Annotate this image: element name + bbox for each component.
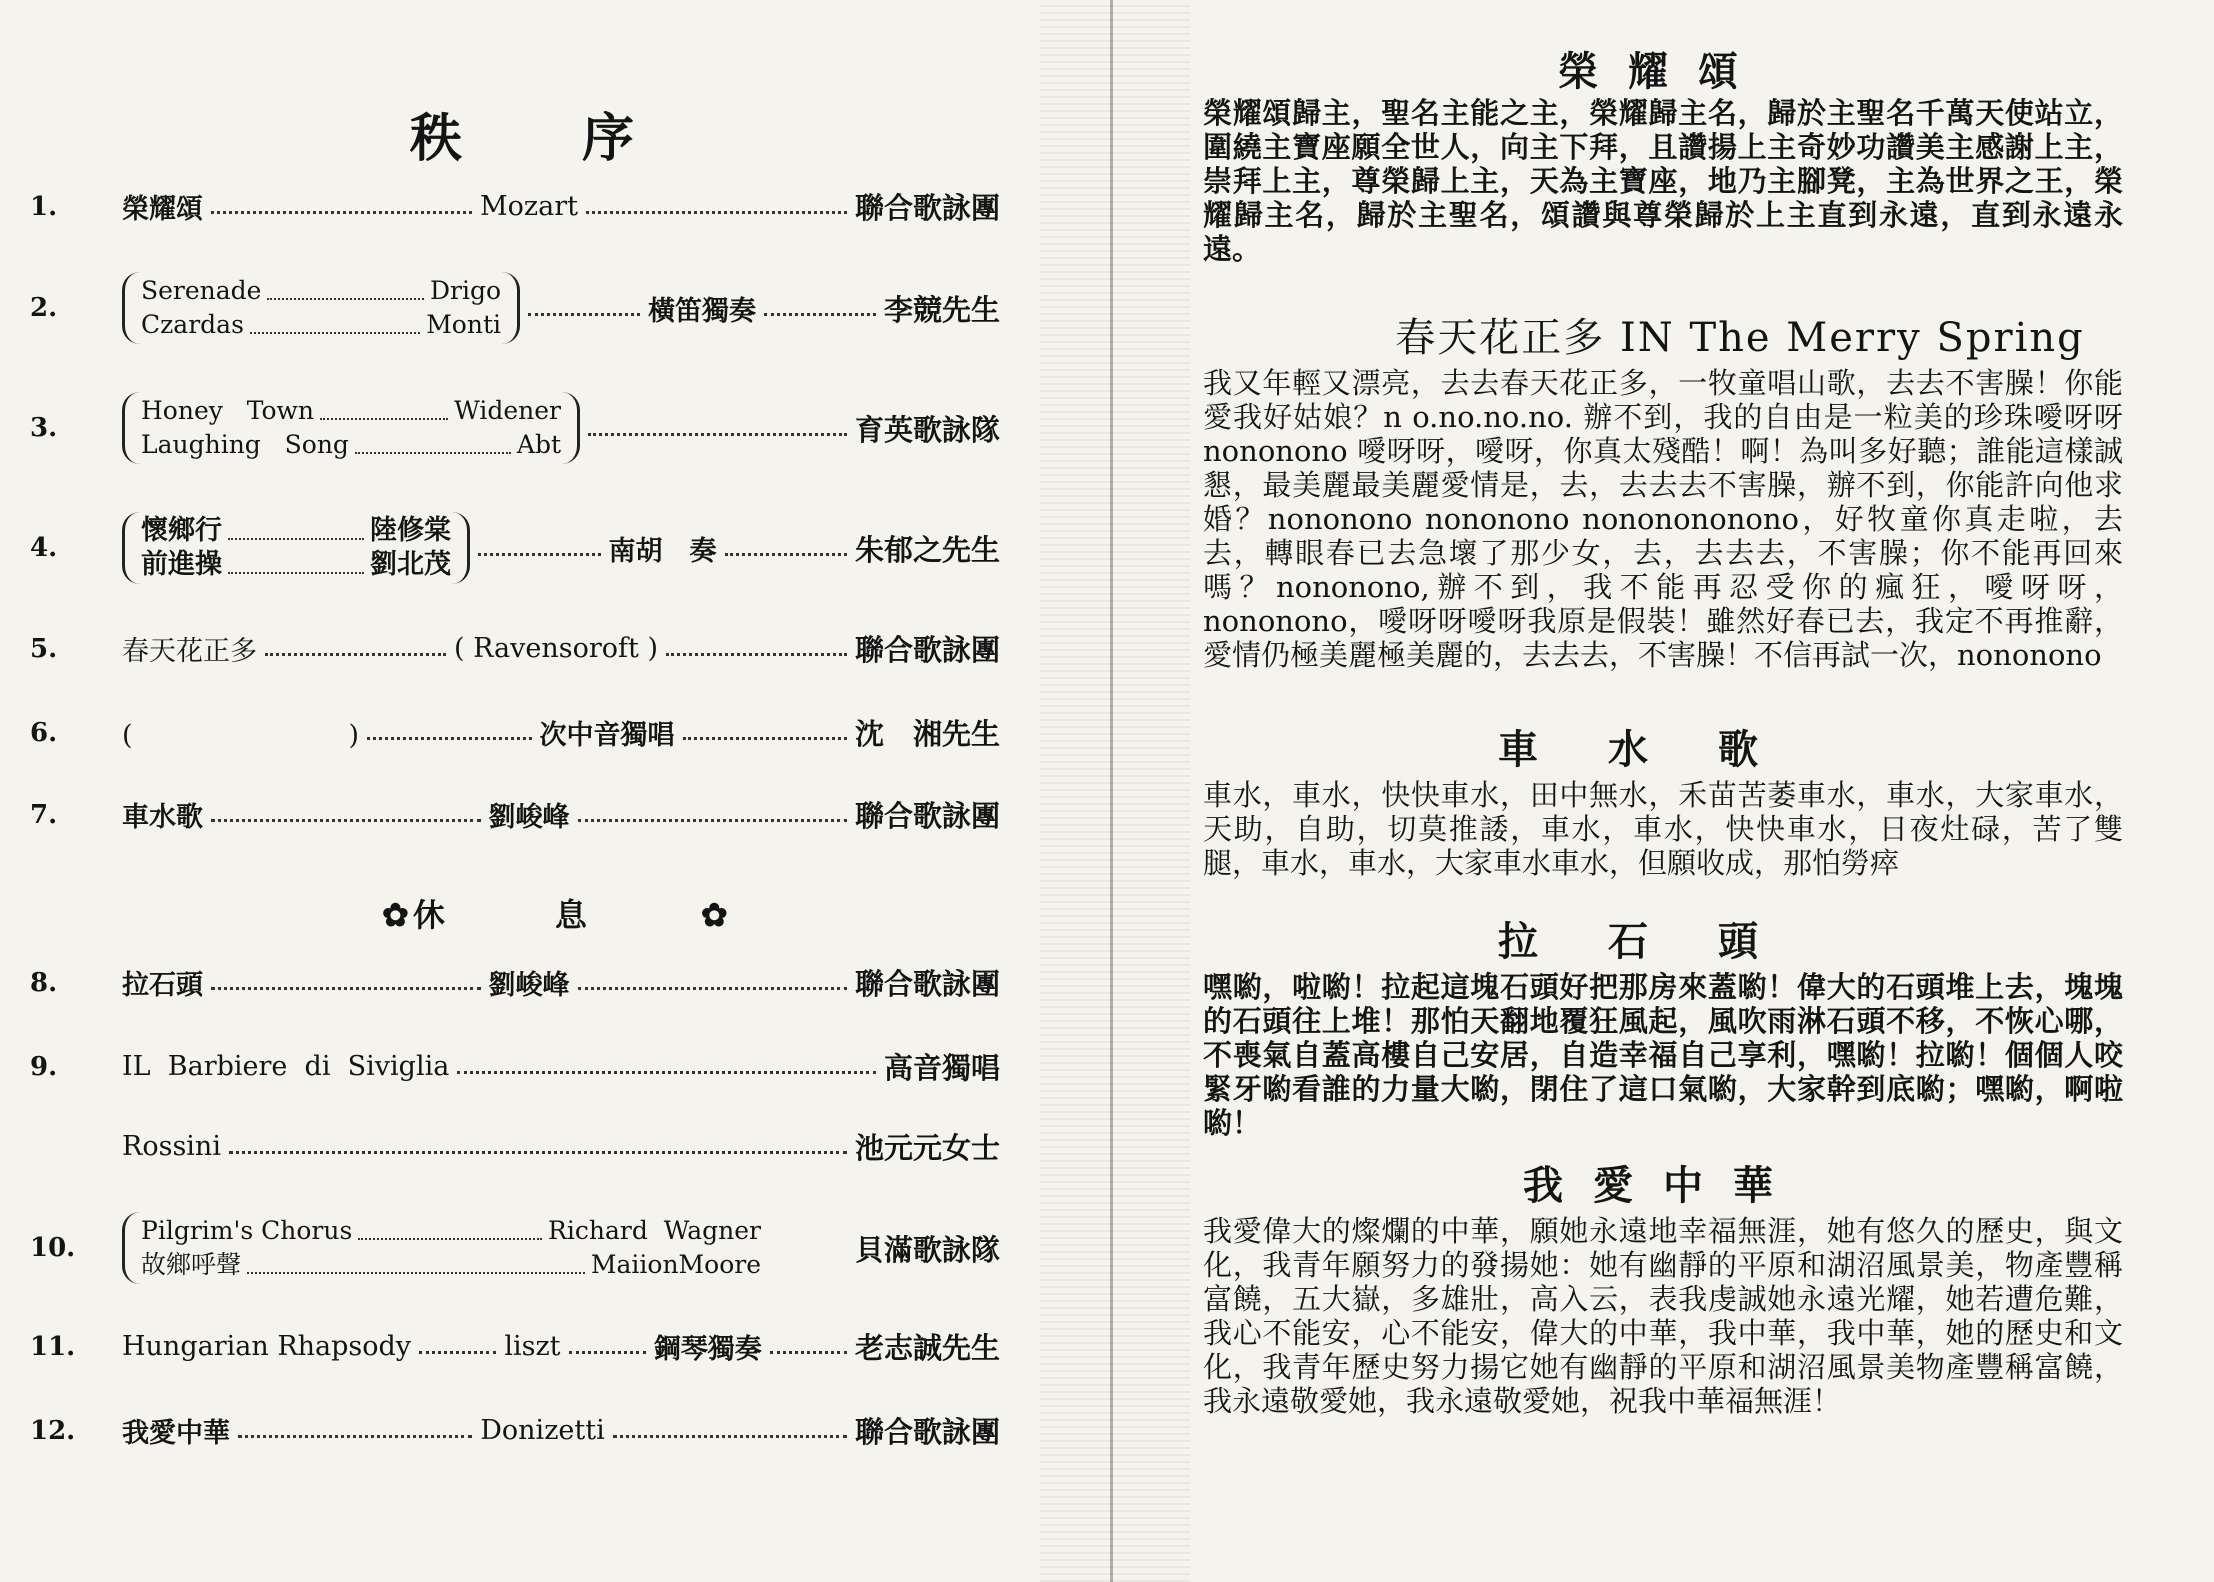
work-pair xyxy=(122,392,580,464)
item-number: 9. xyxy=(30,1051,58,1082)
dot-leader xyxy=(358,1206,542,1240)
item-number: 10. xyxy=(30,1233,76,1263)
composer: Monti xyxy=(426,310,501,339)
composer: liszt xyxy=(504,1331,561,1362)
dot-leader xyxy=(228,506,364,540)
composer: ( Ravensoroft ) xyxy=(453,633,659,664)
song-title: 榮耀頌 xyxy=(1558,48,1768,95)
item-number: 8. xyxy=(30,967,58,998)
performer: 沈 湘先生 xyxy=(854,717,1000,751)
item-number: 11. xyxy=(30,1331,76,1362)
performer: 貝滿歌詠隊 xyxy=(854,1232,1000,1267)
composer: Widener xyxy=(454,396,561,425)
dot-leader xyxy=(528,313,640,316)
composer: Abt xyxy=(516,430,561,459)
dot-leader xyxy=(764,313,876,316)
dot-leader xyxy=(683,737,847,740)
program-item-7 xyxy=(30,794,1000,835)
performer: 聯合歌詠團 xyxy=(855,1415,1001,1449)
song-lyrics: 我愛偉大的燦爛的中華，願她永遠地幸福無涯，她有悠久的歷史，與文化，我青年願努力的發揚她：她有幽靜的平原和湖沼風景美，物產豐稱富饒，五大嶽，多雄壯，高入云，表我虔誠她永遠光耀，她若遭危難，我心不能安，心不能安，偉大的中華，我中華，我中華，她的歷史和文化，我青年歷史努力揚它她有幽靜的平原和湖沼風景美物產豐稱富饒，我永遠敬愛她，我永遠敬愛她，祝我中華福無涯！ xyxy=(1203,1214,2123,1418)
instrument: 次中音獨唱 xyxy=(539,720,675,751)
work-title: Czardas xyxy=(141,310,244,339)
work-title: 我愛中華 xyxy=(122,1418,230,1449)
performer: 聯合歌詠團 xyxy=(855,633,1001,667)
item-number: 6. xyxy=(30,717,58,748)
dot-leader xyxy=(265,653,446,656)
song-title: 我愛中華 xyxy=(1523,1162,1803,1209)
instrument: 鋼琴獨奏 xyxy=(653,1334,762,1365)
composer: Donizetti xyxy=(480,1415,605,1446)
song-title: 車水歌 xyxy=(1498,726,1828,773)
work-pair xyxy=(122,1212,777,1284)
song-lyrics: 嘿喲，啦喲！拉起這塊石頭好把那房來蓋喲！偉大的石頭堆上去，塊塊的石頭往上堆！那怕天翻地覆狂風起，風吹雨淋石頭不移，不恢心哪，不喪氣自蓋高樓自己安居，自造幸福自己享利，嘿喲！拉喲！個個人咬緊牙喲看誰的力量大喲，閉住了這口氣喲，大家幹到底喲；嘿喲，啊啦喲！ xyxy=(1203,970,2123,1140)
work-pair xyxy=(122,272,520,344)
program-item-1 xyxy=(30,186,1000,227)
program-item-11 xyxy=(30,1326,1000,1367)
work-title: Laughing Song xyxy=(141,430,349,459)
dot-leader xyxy=(211,819,481,822)
song-lyrics: 榮耀頌歸主，聖名主能之主，榮耀歸主名，歸於主聖名千萬天使站立，圍繞主寶座願全世人，向主下拜，且讚揚上主奇妙功讚美主感謝上主，崇拜上主，尊榮歸上主，天為主寶座，地乃主腳凳，主為世界之王，榮耀歸主名，歸於主聖名，頌讚與尊榮歸於上主直到永遠，直到永遠永遠。 xyxy=(1203,96,2123,266)
item-number: 12. xyxy=(30,1415,76,1446)
dot-leader xyxy=(228,540,364,574)
performer: 聯合歌詠團 xyxy=(855,799,1001,833)
work-title: Pilgrim's Chorus xyxy=(141,1216,353,1245)
performer: 聯合歌詠團 xyxy=(855,967,1001,1001)
work-title: Serenade xyxy=(141,276,262,305)
composer: Richard Wagner xyxy=(548,1216,761,1245)
dot-leader xyxy=(355,420,511,454)
composer: 劉北茂 xyxy=(370,549,451,580)
dot-leader xyxy=(419,1351,496,1354)
fold-crease xyxy=(1110,0,1113,1582)
item-number: 5. xyxy=(30,633,58,664)
item-number: 2. xyxy=(30,293,58,323)
work-title: 故鄉呼聲 xyxy=(141,1250,242,1279)
pair-row xyxy=(141,428,561,462)
performer: 聯合歌詠團 xyxy=(854,191,1000,225)
song-lyrics: 車水，車水，快快車水，田中無水，禾苗苦萎車水，車水，大家車水，天助，自助，切莫推諉，車水，車水，快快車水，日夜灶碌，苦了雙腿，車水，車水，大家車水車水，但願收成，那怕勞瘁 xyxy=(1203,778,2123,880)
dot-leader xyxy=(367,737,531,740)
dot-leader xyxy=(247,1240,585,1274)
dot-leader xyxy=(457,1071,876,1074)
program-item-3 xyxy=(30,392,1000,464)
dot-leader xyxy=(250,300,420,334)
work-title: 前進操 xyxy=(141,549,222,580)
flower-icon: ✿ xyxy=(382,896,409,934)
dot-leader xyxy=(238,1435,472,1438)
program-page xyxy=(0,0,1060,1582)
instrument: 橫笛獨奏 xyxy=(648,295,756,327)
intermission xyxy=(378,890,732,936)
dot-leader xyxy=(211,987,481,990)
program-item-8 xyxy=(30,962,1000,1003)
intermission-label: 休息 xyxy=(412,896,697,934)
performer: 池元元女士 xyxy=(854,1131,1000,1165)
item-number: 3. xyxy=(30,413,58,443)
work-title: Honey Town xyxy=(141,396,314,425)
dot-leader xyxy=(613,1435,847,1438)
performer: 李競先生 xyxy=(884,292,1001,327)
composer: 劉峻峰 xyxy=(488,970,570,1001)
pair-row xyxy=(141,1248,761,1282)
composer: 陸修棠 xyxy=(370,515,451,546)
work-title: 春天花正多 xyxy=(122,636,257,667)
composer: Rossini xyxy=(122,1131,221,1162)
dot-leader xyxy=(211,211,472,214)
dot-leader xyxy=(586,211,847,214)
performer: 育英歌詠隊 xyxy=(854,412,1000,447)
dot-leader xyxy=(569,1351,646,1354)
pair-row xyxy=(141,308,501,342)
program-title: 秩序 xyxy=(410,108,755,169)
program-item-5 xyxy=(30,628,1000,669)
center-gutter xyxy=(1040,0,1190,1582)
work-title: Hungarian Rhapsody xyxy=(122,1331,412,1362)
program-item-9 xyxy=(30,1046,1000,1087)
dot-leader xyxy=(666,653,847,656)
song-lyrics: 我又年輕又漂亮，去去春天花正多，一牧童唱山歌，去去不害臊！你能愛我好姑娘？n o.no.no.no. 辦不到，我的自由是一粒美的珍珠噯呀呀 nononono 噯呀呀，噯呀，你真太殘酷！啊！為叫多好聽；誰能這樣誠懇，最美麗最美麗愛情是，去，去去去不害臊，辦不到，你能許向他求婚？nononono nononono nononononono，好牧童你真走啦，去去，轉眼春已去急壞了那少女，去，去去去，不害臊；你不能再回來嗎？nononono,辦不到，我不能再忍受你的瘋狂，噯呀呀，nononono，噯呀呀噯呀我原是假裝！雖然好春已去，我定不再推辭，愛情仍極美麗極美麗的，去去去，不害臊！不信再試一次，nononono xyxy=(1203,366,2123,672)
performer: 老志誠先生 xyxy=(854,1331,1000,1365)
program-item-6 xyxy=(30,712,1000,753)
program-item-9-composer xyxy=(30,1126,1000,1167)
work-title: IL Barbiere di Siviglia xyxy=(122,1051,450,1082)
dot-leader xyxy=(320,386,448,420)
work-title: 拉石頭 xyxy=(122,970,203,1001)
work-title: 車水歌 xyxy=(122,802,203,833)
composer: Drigo xyxy=(429,276,501,305)
program-item-2 xyxy=(30,272,1000,344)
performer: 朱郁之先生 xyxy=(855,532,1001,567)
composer: 劉峻峰 xyxy=(488,802,570,833)
dot-leader xyxy=(578,819,848,822)
song-title: 春天花正多 IN The Merry Spring xyxy=(1395,315,2085,361)
song-title: 拉石頭 xyxy=(1498,918,1828,965)
dot-leader xyxy=(267,266,423,300)
item-number: 7. xyxy=(30,799,58,830)
dot-leader xyxy=(478,553,601,556)
item-number: 4. xyxy=(30,533,58,563)
performer: 高音獨唱 xyxy=(883,1051,1000,1085)
program-item-4 xyxy=(30,512,1000,584)
flower-icon: ✿ xyxy=(700,896,728,934)
dot-leader xyxy=(578,987,848,990)
work-title: 懷鄉行 xyxy=(141,515,222,546)
work-title: 榮耀頌 xyxy=(122,194,203,225)
dot-leader xyxy=(588,433,847,436)
item-number: 1. xyxy=(30,191,58,222)
work-pair xyxy=(122,512,470,584)
program-item-12 xyxy=(30,1410,1000,1451)
dot-leader xyxy=(229,1151,847,1154)
composer: Mozart xyxy=(480,191,578,222)
program-item-10 xyxy=(30,1212,1000,1284)
work-title: ( ) xyxy=(122,720,360,751)
composer: MaiionMoore xyxy=(590,1250,761,1279)
dot-leader xyxy=(725,553,848,556)
dot-leader xyxy=(770,1351,847,1354)
instrument: 南胡 奏 xyxy=(608,535,717,567)
pair-row xyxy=(141,548,451,582)
